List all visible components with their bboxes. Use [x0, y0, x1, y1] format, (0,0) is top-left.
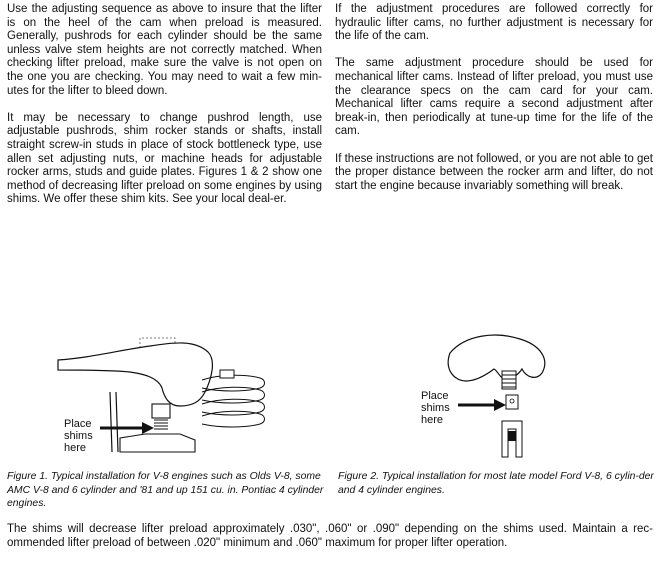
- right-column: [335, 3, 653, 207]
- right-paragraph-1: If the adjustment procedures are followed correctly for hydraulic lifter cams, no further adjustment is necessary for the life of the cam.: [335, 3, 653, 43]
- figure-1-caption: Figure 1. Typical installation for V-8 engines such as Olds V-8, some AMC V-8 and 6 cylinder and '81 and up 151 cu. in. Pontiac 4 cylinder engines.: [7, 471, 324, 510]
- figure-2-caption: Figure 2. Typical installation for most late model Ford V-8, 6 cylin-der and 4 cylinder engines.: [338, 471, 654, 496]
- right-paragraph-3: If these instructions are not followed, or you are not able to get the proper distance between the rocker arm and lifter, do not start the engine because invariably something will break.: [335, 152, 653, 192]
- figure-1-shim-label: Place shims here: [64, 418, 93, 454]
- left-paragraph-1: Use the adjusting sequence as above to insure that the lifter is on the heel of the cam when preload is measured. Generally, pushrods for each cylinder should be the same unless valve stem heights are not correctly matched. When checking lifter preload, make sure the valve is not open on the one you are checking. You may need to wait a few min-utes for the lifter to bleed down.: [7, 3, 322, 97]
- left-paragraph-2: It may be necessary to change pushrod length, use adjustable pushrods, shim rocker stands or shafts, install straight screw-in studs in place of stock bottleneck type, use allen set adjusting nuts, or machine heads for adjustable rocker arms, studs and guide plates. Figures 1 & 2 show one method of decreasing lifter preload on some engines by using shims. We offer these shim kits. See your local deal-er.: [7, 111, 322, 206]
- right-paragraph-2: The same adjustment procedure should be used for mechanical lifter cams. Instead of lifter preload, you must use the clearance specs on the cam card for your cam. Mechanical lifter cams require a second adjustment after break-in, then periodically at tune-up time for the life of the cam.: [335, 57, 653, 138]
- bottom-note: The shims will decrease lifter preload approximately .030", .060" or .090" depending on the shims used. Maintain a rec-ommended lifter preload of between .020" minimum and .060" maximum for proper lifter operation.: [7, 523, 653, 549]
- left-column: [7, 3, 322, 221]
- figure-2-shim-label: Place shims here: [421, 390, 450, 426]
